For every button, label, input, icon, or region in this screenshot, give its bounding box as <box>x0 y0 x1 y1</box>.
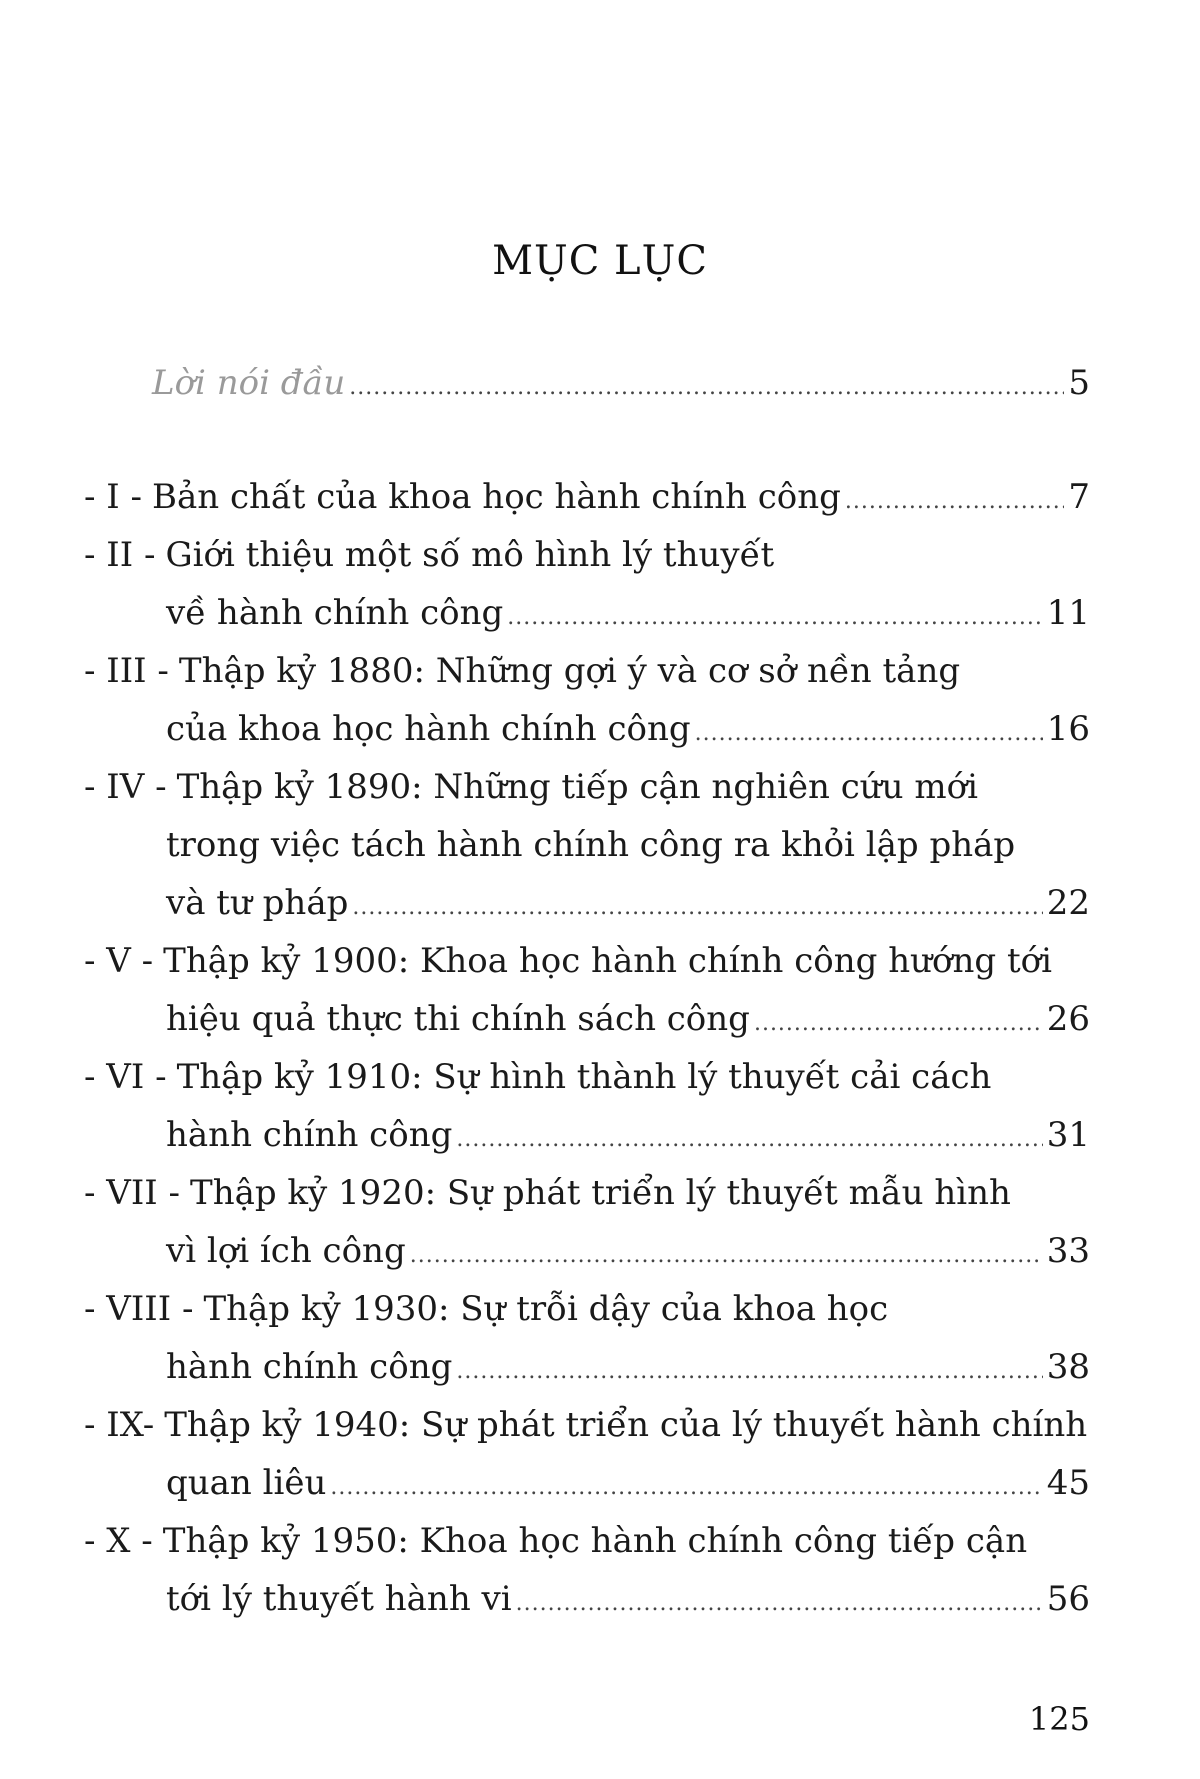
toc-entry-text: hành chính công <box>166 1115 453 1155</box>
toc-entry-text: Bản chất của khoa học hành chính công <box>152 477 841 517</box>
toc-entry-number: - I - <box>84 477 143 517</box>
toc-entry-number: - IV - <box>84 767 167 807</box>
toc-entry-text: và tư pháp <box>166 883 349 923</box>
toc-entry-page: 45 <box>1046 1463 1090 1503</box>
toc-entry-text: Thập kỷ 1880: Những gợi ý và cơ sở nền tảng <box>178 651 961 691</box>
toc-entry <box>84 642 1090 758</box>
toc-entry-page: 22 <box>1046 883 1090 923</box>
toc-entry-text: Thập kỷ 1900: Khoa học hành chính công hướng tới <box>163 941 1052 981</box>
toc-entry-number: - II - <box>84 535 156 575</box>
toc-entry <box>84 468 1090 526</box>
toc-entry <box>84 932 1090 1048</box>
dot-leader <box>516 1575 1043 1633</box>
toc-entry-number: - VIII - <box>84 1289 194 1329</box>
toc-entry-text: Thập kỷ 1930: Sự trỗi dậy của khoa học <box>203 1289 889 1329</box>
toc-entry-text: trong việc tách hành chính công ra khỏi lập pháp <box>166 825 1016 865</box>
dot-leader <box>330 1459 1042 1517</box>
toc-entry-page: 56 <box>1046 1579 1090 1619</box>
toc-entry-page: 7 <box>1068 477 1090 517</box>
toc-preface <box>152 354 1090 412</box>
toc-entry-text: tới lý thuyết hành vi <box>166 1579 512 1619</box>
toc-preface-page: 5 <box>1068 363 1090 403</box>
toc-entry <box>84 1512 1090 1628</box>
toc-entry <box>84 526 1090 642</box>
toc-entry-page: 16 <box>1046 709 1090 749</box>
dot-leader <box>845 473 1064 531</box>
toc-entry-number: - V - <box>84 941 154 981</box>
toc-entry <box>84 1048 1090 1164</box>
page-title: MỤC LỤC <box>492 238 708 284</box>
toc-entry-text: Thập kỷ 1910: Sự hình thành lý thuyết cải cách <box>176 1057 992 1097</box>
toc-entry-page: 31 <box>1046 1115 1090 1155</box>
toc-entry <box>84 1280 1090 1396</box>
dot-leader <box>352 879 1042 937</box>
toc-entry <box>84 1164 1090 1280</box>
dot-leader <box>410 1227 1043 1285</box>
toc-entry-text: Thập kỷ 1940: Sự phát triển của lý thuyết hành chính <box>164 1405 1088 1445</box>
toc-entry-text: hành chính công <box>166 1347 453 1387</box>
toc-preface-label: Lời nói đầu <box>152 363 346 403</box>
toc-entry-text: Thập kỷ 1920: Sự phát triển lý thuyết mẫu hình <box>190 1173 1011 1213</box>
dot-leader <box>695 705 1043 763</box>
toc-entry-text: vì lợi ích công <box>166 1231 406 1271</box>
toc-entry-number: - III - <box>84 651 169 691</box>
toc-entry-text: về hành chính công <box>166 593 504 633</box>
toc-entry-page: 33 <box>1046 1231 1090 1271</box>
toc-entry-text: hiệu quả thực thi chính sách công <box>166 999 750 1039</box>
toc-entry-text: Thập kỷ 1950: Khoa học hành chính công tiếp cận <box>162 1521 1028 1561</box>
toc-entry-page: 38 <box>1046 1347 1090 1387</box>
dot-leader <box>349 359 1064 417</box>
toc-entries <box>84 468 1090 1628</box>
toc-entry <box>84 1396 1090 1512</box>
toc-entry <box>84 758 1090 932</box>
dot-leader <box>456 1111 1042 1169</box>
dot-leader <box>507 589 1042 647</box>
toc-entry-text: Thập kỷ 1890: Những tiếp cận nghiên cứu mới <box>176 767 978 807</box>
toc-entry-number: - X - <box>84 1521 153 1561</box>
toc-entry-page: 26 <box>1046 999 1090 1039</box>
toc-entry-text: Giới thiệu một số mô hình lý thuyết <box>165 535 775 575</box>
dot-leader <box>456 1343 1042 1401</box>
toc-entry-number: - VI - <box>84 1057 167 1097</box>
toc-entry-text: của khoa học hành chính công <box>166 709 691 749</box>
toc-entry-number: - IX- <box>84 1405 155 1445</box>
dot-leader <box>754 995 1043 1053</box>
toc-entry-page: 11 <box>1046 593 1090 633</box>
toc-entry-text: quan liêu <box>166 1463 327 1503</box>
toc-entry-number: - VII - <box>84 1173 181 1213</box>
page-number: 125 <box>1028 1700 1090 1738</box>
